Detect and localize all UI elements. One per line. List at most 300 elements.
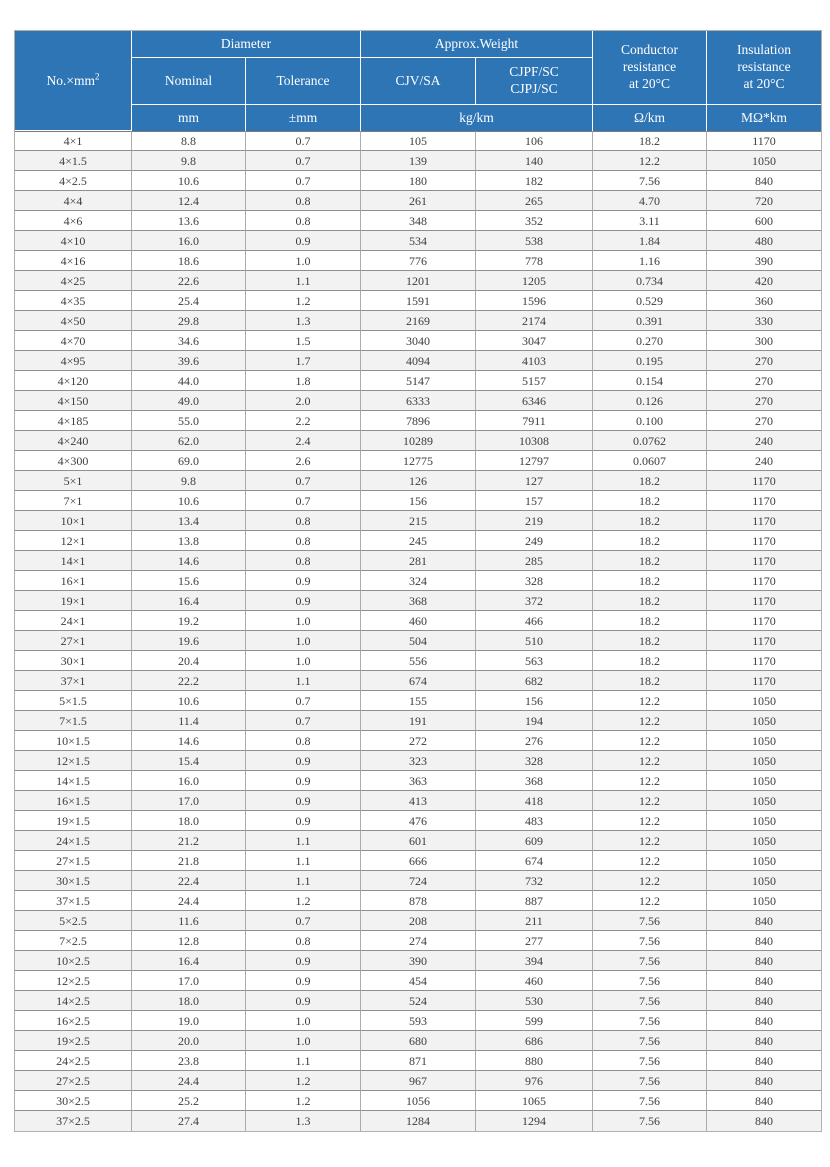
cell-diameter-nominal: 17.0 — [132, 971, 246, 991]
header-insulation-line2: resistance — [737, 59, 791, 75]
cell-size: 10×2.5 — [15, 951, 132, 971]
cell-diameter-nominal: 16.0 — [132, 231, 246, 251]
cell-insulation-resistance: 840 — [707, 1031, 821, 1051]
cell-diameter-nominal: 23.8 — [132, 1051, 246, 1071]
cell-diameter-tolerance: 1.1 — [246, 871, 361, 891]
cell-diameter-tolerance: 1.2 — [246, 891, 361, 911]
cell-weight-cjpf-cjpj: 328 — [476, 571, 593, 591]
cell-diameter-nominal: 49.0 — [132, 391, 246, 411]
unit-tolerance-mm: ±mm — [246, 105, 361, 131]
cell-insulation-resistance: 240 — [707, 451, 821, 471]
cell-diameter-tolerance: 1.0 — [246, 651, 361, 671]
cell-size: 5×2.5 — [15, 911, 132, 931]
cell-diameter-tolerance: 0.7 — [246, 131, 361, 151]
cell-size: 4×70 — [15, 331, 132, 351]
cell-weight-cjv-sa: 105 — [361, 131, 476, 151]
cell-weight-cjv-sa: 3040 — [361, 331, 476, 351]
cell-weight-cjpf-cjpj: 219 — [476, 511, 593, 531]
table-row — [15, 631, 821, 651]
cell-conductor-resistance: 7.56 — [593, 1071, 707, 1091]
cell-diameter-tolerance: 1.0 — [246, 251, 361, 271]
cell-diameter-nominal: 18.0 — [132, 991, 246, 1011]
table-row — [15, 791, 821, 811]
cell-diameter-tolerance: 0.8 — [246, 191, 361, 211]
cell-diameter-nominal: 62.0 — [132, 431, 246, 451]
cell-weight-cjpf-cjpj: 372 — [476, 591, 593, 611]
cell-size: 16×2.5 — [15, 1011, 132, 1031]
cell-weight-cjpf-cjpj: 182 — [476, 171, 593, 191]
cell-conductor-resistance: 7.56 — [593, 991, 707, 1011]
cell-diameter-tolerance: 0.9 — [246, 991, 361, 1011]
cell-conductor-resistance: 7.56 — [593, 911, 707, 931]
table-row — [15, 711, 821, 731]
cell-insulation-resistance: 1170 — [707, 491, 821, 511]
cell-size: 27×2.5 — [15, 1071, 132, 1091]
cell-insulation-resistance: 840 — [707, 171, 821, 191]
table-row — [15, 511, 821, 531]
cell-size: 10×1.5 — [15, 731, 132, 751]
cell-diameter-nominal: 15.6 — [132, 571, 246, 591]
unit-kg-km: kg/km — [361, 105, 593, 131]
cell-size: 27×1 — [15, 631, 132, 651]
cell-weight-cjpf-cjpj: 976 — [476, 1071, 593, 1091]
cell-weight-cjpf-cjpj: 194 — [476, 711, 593, 731]
cell-weight-cjpf-cjpj: 563 — [476, 651, 593, 671]
cell-insulation-resistance: 1050 — [707, 751, 821, 771]
cell-insulation-resistance: 1050 — [707, 771, 821, 791]
cell-conductor-resistance: 12.2 — [593, 151, 707, 171]
table-row — [15, 691, 821, 711]
cell-weight-cjv-sa: 10289 — [361, 431, 476, 451]
cell-diameter-nominal: 16.4 — [132, 591, 246, 611]
cell-weight-cjv-sa: 155 — [361, 691, 476, 711]
unit-mm: mm — [132, 105, 246, 131]
cell-diameter-tolerance: 1.0 — [246, 1011, 361, 1031]
cell-diameter-nominal: 22.6 — [132, 271, 246, 291]
cell-diameter-nominal: 16.0 — [132, 771, 246, 791]
header-cjv-sa: CJV/SA — [361, 58, 476, 105]
cell-insulation-resistance: 720 — [707, 191, 821, 211]
table-row — [15, 551, 821, 571]
cell-diameter-nominal: 9.8 — [132, 151, 246, 171]
cell-insulation-resistance: 840 — [707, 1011, 821, 1031]
cell-insulation-resistance: 1170 — [707, 631, 821, 651]
cell-conductor-resistance: 0.126 — [593, 391, 707, 411]
cell-weight-cjv-sa: 1284 — [361, 1111, 476, 1131]
table-row — [15, 191, 821, 211]
cell-weight-cjv-sa: 324 — [361, 571, 476, 591]
table-row — [15, 471, 821, 491]
cell-weight-cjv-sa: 156 — [361, 491, 476, 511]
cell-diameter-nominal: 8.8 — [132, 131, 246, 151]
cell-insulation-resistance: 1170 — [707, 511, 821, 531]
cell-diameter-nominal: 10.6 — [132, 491, 246, 511]
header-weight-group: Approx.Weight — [361, 31, 593, 58]
cell-weight-cjv-sa: 1201 — [361, 271, 476, 291]
cell-diameter-tolerance: 1.3 — [246, 1111, 361, 1131]
cell-weight-cjv-sa: 368 — [361, 591, 476, 611]
cell-size: 4×10 — [15, 231, 132, 251]
cell-diameter-nominal: 19.6 — [132, 631, 246, 651]
cell-insulation-resistance: 360 — [707, 291, 821, 311]
cell-diameter-nominal: 55.0 — [132, 411, 246, 431]
cell-diameter-tolerance: 1.1 — [246, 831, 361, 851]
cell-insulation-resistance: 420 — [707, 271, 821, 291]
cell-insulation-resistance: 840 — [707, 931, 821, 951]
cell-weight-cjpf-cjpj: 1065 — [476, 1091, 593, 1111]
header-cjpf-cjpj — [476, 58, 593, 105]
cell-insulation-resistance: 600 — [707, 211, 821, 231]
cell-weight-cjpf-cjpj: 157 — [476, 491, 593, 511]
cell-weight-cjpf-cjpj: 609 — [476, 831, 593, 851]
table-row — [15, 571, 821, 591]
cell-weight-cjv-sa: 2169 — [361, 311, 476, 331]
table-row — [15, 831, 821, 851]
cell-weight-cjv-sa: 1056 — [361, 1091, 476, 1111]
cell-weight-cjv-sa: 878 — [361, 891, 476, 911]
cell-insulation-resistance: 1050 — [707, 151, 821, 171]
cell-conductor-resistance: 18.2 — [593, 611, 707, 631]
cell-diameter-nominal: 21.8 — [132, 851, 246, 871]
table-row — [15, 211, 821, 231]
cell-weight-cjpf-cjpj: 418 — [476, 791, 593, 811]
cell-weight-cjv-sa: 413 — [361, 791, 476, 811]
cell-diameter-nominal: 11.6 — [132, 911, 246, 931]
cell-weight-cjv-sa: 245 — [361, 531, 476, 551]
cell-diameter-nominal: 24.4 — [132, 1071, 246, 1091]
cell-conductor-resistance: 18.2 — [593, 491, 707, 511]
cell-conductor-resistance: 0.529 — [593, 291, 707, 311]
cell-insulation-resistance: 480 — [707, 231, 821, 251]
cell-conductor-resistance: 12.2 — [593, 751, 707, 771]
cell-size: 37×2.5 — [15, 1111, 132, 1131]
cell-diameter-nominal: 12.8 — [132, 931, 246, 951]
cell-diameter-nominal: 39.6 — [132, 351, 246, 371]
cell-insulation-resistance: 840 — [707, 911, 821, 931]
cell-diameter-nominal: 10.6 — [132, 171, 246, 191]
cell-size: 10×1 — [15, 511, 132, 531]
unit-ohm-km: Ω/km — [593, 105, 707, 131]
cell-size: 30×1 — [15, 651, 132, 671]
cell-weight-cjv-sa: 12775 — [361, 451, 476, 471]
header-insulation-line1: Insulation — [737, 42, 792, 58]
cell-size: 14×1 — [15, 551, 132, 571]
table-row — [15, 1111, 821, 1131]
cell-conductor-resistance: 18.2 — [593, 511, 707, 531]
cell-diameter-tolerance: 0.7 — [246, 711, 361, 731]
cell-weight-cjpf-cjpj: 5157 — [476, 371, 593, 391]
cell-weight-cjpf-cjpj: 466 — [476, 611, 593, 631]
cell-diameter-tolerance: 0.7 — [246, 691, 361, 711]
cell-weight-cjpf-cjpj: 106 — [476, 131, 593, 151]
cell-diameter-tolerance: 1.3 — [246, 311, 361, 331]
table-row — [15, 251, 821, 271]
cell-diameter-tolerance: 0.8 — [246, 731, 361, 751]
cell-size: 37×1.5 — [15, 891, 132, 911]
table-row — [15, 231, 821, 251]
cell-diameter-tolerance: 1.1 — [246, 1051, 361, 1071]
table-row — [15, 491, 821, 511]
cell-insulation-resistance: 840 — [707, 971, 821, 991]
cell-weight-cjv-sa: 1591 — [361, 291, 476, 311]
cell-insulation-resistance: 270 — [707, 351, 821, 371]
table-row — [15, 451, 821, 471]
cell-diameter-nominal: 19.2 — [132, 611, 246, 631]
cell-conductor-resistance: 7.56 — [593, 1091, 707, 1111]
cell-weight-cjpf-cjpj: 599 — [476, 1011, 593, 1031]
cell-conductor-resistance: 12.2 — [593, 871, 707, 891]
cell-conductor-resistance: 0.270 — [593, 331, 707, 351]
cell-size: 7×1 — [15, 491, 132, 511]
table-row — [15, 351, 821, 371]
cell-weight-cjpf-cjpj: 530 — [476, 991, 593, 1011]
table-row — [15, 331, 821, 351]
cell-diameter-nominal: 19.0 — [132, 1011, 246, 1031]
cell-diameter-tolerance: 0.7 — [246, 491, 361, 511]
table-row — [15, 991, 821, 1011]
header-diameter-group: Diameter — [132, 31, 361, 58]
cell-insulation-resistance: 1170 — [707, 131, 821, 151]
cell-conductor-resistance: 4.70 — [593, 191, 707, 211]
cell-diameter-nominal: 25.4 — [132, 291, 246, 311]
table-row — [15, 1071, 821, 1091]
cell-weight-cjv-sa: 191 — [361, 711, 476, 731]
cell-size: 16×1.5 — [15, 791, 132, 811]
table-row — [15, 811, 821, 831]
cell-weight-cjv-sa: 7896 — [361, 411, 476, 431]
spec-table-frame — [14, 30, 822, 1132]
cell-conductor-resistance: 18.2 — [593, 551, 707, 571]
cell-diameter-nominal: 15.4 — [132, 751, 246, 771]
cell-diameter-nominal: 14.6 — [132, 731, 246, 751]
cell-diameter-tolerance: 1.5 — [246, 331, 361, 351]
cell-diameter-tolerance: 2.2 — [246, 411, 361, 431]
cell-weight-cjpf-cjpj: 249 — [476, 531, 593, 551]
cell-size: 7×1.5 — [15, 711, 132, 731]
cell-weight-cjpf-cjpj: 538 — [476, 231, 593, 251]
cell-weight-cjpf-cjpj: 887 — [476, 891, 593, 911]
cell-weight-cjv-sa: 524 — [361, 991, 476, 1011]
cell-size: 4×4 — [15, 191, 132, 211]
cell-insulation-resistance: 270 — [707, 411, 821, 431]
cell-conductor-resistance: 0.734 — [593, 271, 707, 291]
table-row — [15, 971, 821, 991]
cell-weight-cjv-sa: 323 — [361, 751, 476, 771]
table-row — [15, 1051, 821, 1071]
table-row — [15, 271, 821, 291]
cell-weight-cjpf-cjpj: 127 — [476, 471, 593, 491]
cell-diameter-tolerance: 0.8 — [246, 551, 361, 571]
cell-diameter-tolerance: 1.0 — [246, 631, 361, 651]
cell-weight-cjv-sa: 601 — [361, 831, 476, 851]
cell-diameter-nominal: 21.2 — [132, 831, 246, 851]
table-row — [15, 591, 821, 611]
cell-conductor-resistance: 18.2 — [593, 651, 707, 671]
cell-conductor-resistance: 7.56 — [593, 171, 707, 191]
cell-insulation-resistance: 240 — [707, 431, 821, 451]
cell-diameter-tolerance: 1.0 — [246, 1031, 361, 1051]
table-row — [15, 411, 821, 431]
cell-weight-cjv-sa: 272 — [361, 731, 476, 751]
cell-weight-cjv-sa: 534 — [361, 231, 476, 251]
cell-weight-cjpf-cjpj: 880 — [476, 1051, 593, 1071]
cell-insulation-resistance: 840 — [707, 1071, 821, 1091]
cell-size: 4×120 — [15, 371, 132, 391]
cell-insulation-resistance: 840 — [707, 951, 821, 971]
table-row — [15, 671, 821, 691]
cell-conductor-resistance: 1.84 — [593, 231, 707, 251]
cell-size: 24×2.5 — [15, 1051, 132, 1071]
cell-weight-cjpf-cjpj: 211 — [476, 911, 593, 931]
cell-size: 19×1 — [15, 591, 132, 611]
cell-weight-cjv-sa: 274 — [361, 931, 476, 951]
cell-diameter-nominal: 34.6 — [132, 331, 246, 351]
cell-weight-cjv-sa: 680 — [361, 1031, 476, 1051]
table-row — [15, 1011, 821, 1031]
cell-size: 4×150 — [15, 391, 132, 411]
cell-insulation-resistance: 1050 — [707, 691, 821, 711]
cell-insulation-resistance: 300 — [707, 331, 821, 351]
cell-insulation-resistance: 1170 — [707, 571, 821, 591]
cell-conductor-resistance: 12.2 — [593, 711, 707, 731]
cell-diameter-tolerance: 0.8 — [246, 931, 361, 951]
cell-weight-cjv-sa: 139 — [361, 151, 476, 171]
cell-weight-cjpf-cjpj: 265 — [476, 191, 593, 211]
cell-diameter-nominal: 17.0 — [132, 791, 246, 811]
cell-size: 30×2.5 — [15, 1091, 132, 1111]
cell-conductor-resistance: 7.56 — [593, 931, 707, 951]
cell-diameter-tolerance: 2.4 — [246, 431, 361, 451]
cell-insulation-resistance: 1050 — [707, 831, 821, 851]
cell-conductor-resistance: 12.2 — [593, 771, 707, 791]
cell-diameter-nominal: 44.0 — [132, 371, 246, 391]
cell-diameter-tolerance: 1.8 — [246, 371, 361, 391]
table-header — [15, 31, 821, 131]
header-cjpf-line2: CJPJ/SC — [510, 81, 558, 96]
cell-diameter-nominal: 69.0 — [132, 451, 246, 471]
table-row — [15, 851, 821, 871]
header-conductor-line2: resistance — [622, 59, 677, 75]
cell-diameter-nominal: 12.4 — [132, 191, 246, 211]
cell-weight-cjpf-cjpj: 6346 — [476, 391, 593, 411]
cell-weight-cjv-sa: 871 — [361, 1051, 476, 1071]
cell-diameter-nominal: 27.4 — [132, 1111, 246, 1131]
cell-weight-cjv-sa: 208 — [361, 911, 476, 931]
cell-size: 19×1.5 — [15, 811, 132, 831]
cell-insulation-resistance: 840 — [707, 1051, 821, 1071]
cell-diameter-nominal: 18.0 — [132, 811, 246, 831]
cell-insulation-resistance: 1170 — [707, 671, 821, 691]
cell-insulation-resistance: 840 — [707, 991, 821, 1011]
cell-conductor-resistance: 7.56 — [593, 971, 707, 991]
cell-weight-cjpf-cjpj: 352 — [476, 211, 593, 231]
cell-diameter-tolerance: 0.9 — [246, 951, 361, 971]
cell-insulation-resistance: 1050 — [707, 851, 821, 871]
cell-weight-cjpf-cjpj: 368 — [476, 771, 593, 791]
cell-insulation-resistance: 1170 — [707, 551, 821, 571]
cell-diameter-tolerance: 0.9 — [246, 771, 361, 791]
cell-diameter-tolerance: 0.7 — [246, 171, 361, 191]
cell-conductor-resistance: 12.2 — [593, 791, 707, 811]
cell-diameter-tolerance: 1.2 — [246, 1091, 361, 1111]
cell-size: 12×2.5 — [15, 971, 132, 991]
cell-conductor-resistance: 18.2 — [593, 571, 707, 591]
cell-conductor-resistance: 7.56 — [593, 951, 707, 971]
cell-diameter-tolerance: 1.2 — [246, 1071, 361, 1091]
cell-diameter-nominal: 20.0 — [132, 1031, 246, 1051]
table-row — [15, 751, 821, 771]
cell-insulation-resistance: 1050 — [707, 791, 821, 811]
cell-conductor-resistance: 12.2 — [593, 691, 707, 711]
table-row — [15, 871, 821, 891]
cell-diameter-tolerance: 1.1 — [246, 271, 361, 291]
cell-diameter-nominal: 22.4 — [132, 871, 246, 891]
cell-size: 4×6 — [15, 211, 132, 231]
cell-insulation-resistance: 1170 — [707, 611, 821, 631]
cell-conductor-resistance: 12.2 — [593, 731, 707, 751]
cell-conductor-resistance: 0.154 — [593, 371, 707, 391]
cell-insulation-resistance: 270 — [707, 371, 821, 391]
cell-weight-cjv-sa: 967 — [361, 1071, 476, 1091]
table-row — [15, 1031, 821, 1051]
table-row — [15, 531, 821, 551]
cell-weight-cjpf-cjpj: 285 — [476, 551, 593, 571]
cell-size: 16×1 — [15, 571, 132, 591]
cell-diameter-tolerance: 2.6 — [246, 451, 361, 471]
cell-conductor-resistance: 7.56 — [593, 1051, 707, 1071]
cell-weight-cjpf-cjpj: 778 — [476, 251, 593, 271]
cell-weight-cjv-sa: 666 — [361, 851, 476, 871]
header-conductor-line3: at 20°C — [629, 75, 671, 91]
cell-weight-cjv-sa: 363 — [361, 771, 476, 791]
cell-conductor-resistance: 18.2 — [593, 671, 707, 691]
cell-diameter-tolerance: 0.9 — [246, 971, 361, 991]
cell-size: 5×1.5 — [15, 691, 132, 711]
cell-diameter-tolerance: 0.7 — [246, 471, 361, 491]
header-tolerance: Tolerance — [246, 58, 361, 105]
cell-weight-cjpf-cjpj: 1294 — [476, 1111, 593, 1131]
cell-size: 4×16 — [15, 251, 132, 271]
cell-conductor-resistance: 7.56 — [593, 1011, 707, 1031]
cell-insulation-resistance: 1170 — [707, 471, 821, 491]
cell-conductor-resistance: 12.2 — [593, 851, 707, 871]
table-row — [15, 771, 821, 791]
cell-size: 12×1.5 — [15, 751, 132, 771]
table-body — [15, 131, 821, 1131]
cell-weight-cjv-sa: 6333 — [361, 391, 476, 411]
cell-diameter-nominal: 14.6 — [132, 551, 246, 571]
cell-insulation-resistance: 840 — [707, 1091, 821, 1111]
table-row — [15, 291, 821, 311]
cell-diameter-tolerance: 0.9 — [246, 811, 361, 831]
unit-mohm-km: MΩ*km — [707, 105, 821, 131]
cell-insulation-resistance: 840 — [707, 1111, 821, 1131]
cell-conductor-resistance: 12.2 — [593, 891, 707, 911]
cell-diameter-nominal: 18.6 — [132, 251, 246, 271]
cell-conductor-resistance: 18.2 — [593, 591, 707, 611]
cell-diameter-tolerance: 0.9 — [246, 571, 361, 591]
cell-diameter-tolerance: 1.1 — [246, 671, 361, 691]
cell-conductor-resistance: 12.2 — [593, 811, 707, 831]
table-row — [15, 311, 821, 331]
cell-conductor-resistance: 0.100 — [593, 411, 707, 431]
cell-size: 4×1.5 — [15, 151, 132, 171]
header-conductor-resistance — [593, 31, 707, 105]
cell-conductor-resistance: 7.56 — [593, 1111, 707, 1131]
cell-size: 27×1.5 — [15, 851, 132, 871]
cell-insulation-resistance: 330 — [707, 311, 821, 331]
cell-size: 24×1.5 — [15, 831, 132, 851]
